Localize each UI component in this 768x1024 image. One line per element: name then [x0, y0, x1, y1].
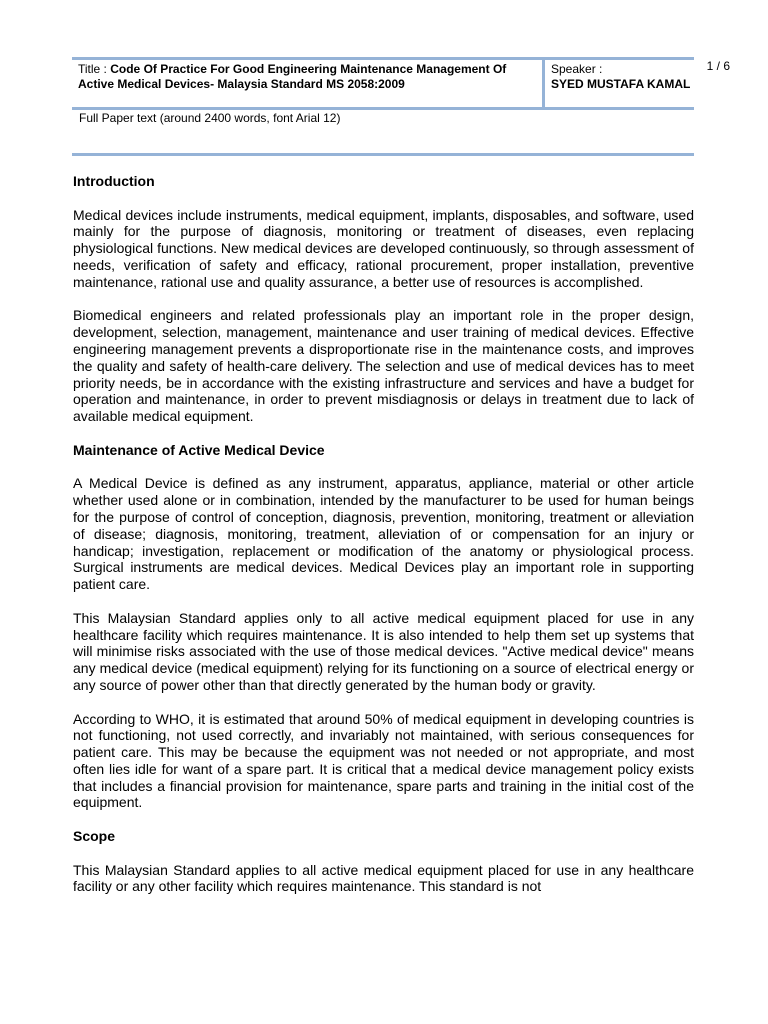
header-title-cell	[78, 62, 538, 92]
paper-body	[73, 173, 694, 895]
section-heading-maintenance: Maintenance of Active Medical Device	[73, 441, 325, 458]
paragraph: Biomedical engineers and related professionals play an important role in the proper design, development, selection, management, maintenance and user training of medical devices. Effective engineering management prevents a disproportionate rise in the maintenance costs, and improves the quality and safety of health-care delivery. The selection and use of medical devices has to meet priority needs, be in accordance with the existing infrastructure and services and have a budget for operation and maintenance, in order to prevent misdiagnosis or delays in treatment due to lack of available medical equipment.	[73, 307, 694, 425]
title-prefix: Title :	[78, 62, 111, 76]
header-rule	[72, 153, 694, 156]
section-heading-scope: Scope	[73, 828, 116, 845]
paper-title: Code Of Practice For Good Engineering Maintenance Management Of Active Medical Devices- Malaysia Standard MS 2058:2009	[78, 62, 507, 91]
header-speaker-cell	[551, 62, 691, 92]
page-number: 1 / 6	[706, 59, 730, 73]
header-divider	[542, 60, 545, 107]
section-heading-introduction: Introduction	[73, 173, 155, 189]
speaker-label: Speaker :	[551, 62, 603, 76]
header-table	[72, 57, 694, 110]
paragraph: This Malaysian Standard applies only to all active medical equipment placed for use in any healthcare facility which requires maintenance. It is also intended to help them set up systems that will minimise risks associated with the use of those medical devices. "Active medical device" means any medical device (medical equipment) relying for its functioning on a source of electrical energy or any source of power other than that directly generated by the human body or gravity.	[73, 609, 694, 693]
paragraph: This Malaysian Standard applies to all active medical equipment placed for use in any healthcare facility or any other facility which requires maintenance. This standard is not	[73, 861, 694, 895]
paper-subtitle: Full Paper text (around 2400 words, font Arial 12)	[79, 111, 341, 125]
paragraph: Medical devices include instruments, medical equipment, implants, disposables, and software, used mainly for the purpose of diagnosis, monitoring or treatment of diseases, even replacing physiological functions. New medical devices are developed continuously, so through assessment of needs, verification of safety and efficacy, rational procurement, proper installation, preventive maintenance, rational use and quality assurance, a better use of resources is accomplished.	[73, 206, 694, 290]
paragraph: A Medical Device is defined as any instrument, apparatus, appliance, material or other article whether used alone or in combination, intended by the manufacturer to be used for human beings for the purpose of control of conception, diagnosis, prevention, monitoring, treatment or alleviation of disease; diagnosis, monitoring, treatment, alleviation of or compensation for an injury or handicap; investigation, replacement or modification of the anatomy or physiological process. Surgical instruments are medical devices. Medical Devices play an important role in supporting patient care.	[73, 475, 694, 593]
speaker-name: SYED MUSTAFA KAMAL	[551, 77, 691, 91]
paragraph: According to WHO, it is estimated that around 50% of medical equipment in developing countries is not functioning, not used correctly, and invariably not maintained, with serious consequences for patient care. This may be because the equipment was not needed or not appropriate, and most often lies idle for want of a spare part. It is critical that a medical device management policy exists that includes a financial provision for maintenance, spare parts and training in the initial cost of the equipment.	[73, 710, 694, 811]
